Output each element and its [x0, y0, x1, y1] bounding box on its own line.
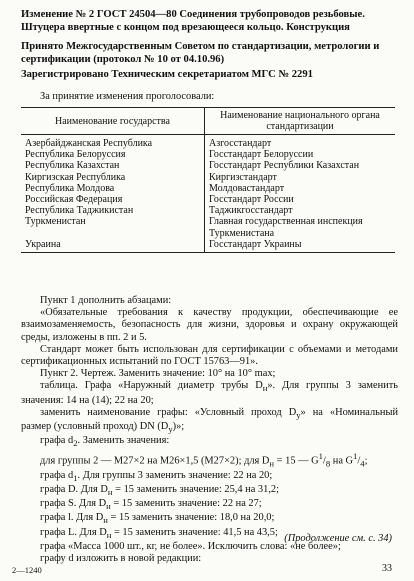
body-cell: Госстандарт Украины	[205, 239, 396, 253]
subscript: 8	[325, 458, 331, 469]
paragraph	[21, 435, 398, 449]
subscript: н	[106, 529, 112, 540]
body-cell: Госстандарт Белоруссии	[209, 149, 314, 161]
subscript: н	[269, 458, 275, 469]
body-cell: Госстандарт России	[209, 194, 294, 206]
table-row	[21, 135, 395, 150]
text-run: /	[357, 455, 361, 467]
text-run: для группы 2 — M27×2 на M26×1,5 (M27×2); для D	[40, 455, 270, 467]
text-run: графа d	[40, 469, 74, 481]
state-cell: Республика Таджикистан	[21, 205, 205, 216]
text-run: графу d	[40, 553, 74, 565]
paragraph: Пункт 2. Чертеж. Заменить значение: 10° на 10° max;	[40, 368, 276, 380]
table-row	[21, 149, 395, 160]
paragraph	[21, 553, 398, 565]
superscript: 1	[318, 450, 323, 461]
table-row	[21, 205, 395, 216]
paragraph	[21, 498, 398, 512]
table-row	[21, 194, 395, 205]
state-cell: Киргизская Республика	[21, 172, 205, 183]
superscript: 1	[353, 450, 358, 461]
subscript: н	[106, 501, 111, 512]
text-run: )»;	[172, 421, 185, 433]
text-run: = 15 заменить значение: 18,0 на 20,0;	[107, 512, 275, 524]
text-run: графа l. Для D	[40, 512, 104, 524]
state-cell: Украина	[21, 239, 205, 253]
paragraph	[21, 484, 398, 498]
text-run: = 15 заменить значение: 41,5 на 43,5;	[111, 526, 278, 538]
table-row	[21, 172, 395, 183]
text-run: ». Для группы 3 заменить значения: 14 на (14); 22 на 20;	[21, 380, 399, 406]
accepted-note: Принято Межгосударственным Советом по стандартизации, метрологии и сертификации (протокол № 10 от 04.10.96)	[21, 41, 380, 65]
paragraph: графа «Масса 1000 шт., кг, не более». Исключить слова: «не более»;	[40, 540, 341, 552]
text-run: ;	[364, 455, 368, 467]
text-run: » на «Номинальный размер (условный проход) DN (D	[21, 406, 399, 433]
table-row	[21, 160, 395, 171]
state-cell: Республика Белоруссия	[21, 149, 205, 160]
paragraph	[21, 450, 398, 470]
subscript: 4	[360, 458, 365, 469]
subscript: у	[168, 424, 173, 435]
subscript: 2	[73, 438, 78, 449]
continuation-note: (Продолжение см. с. 34)	[284, 533, 392, 544]
state-cell: Российская Федерация	[21, 194, 205, 205]
vote-intro: За принятие изменения проголосовали:	[40, 91, 215, 102]
text-run: = 15 — G	[274, 455, 319, 467]
body-cell: Киргизстандарт	[209, 171, 277, 183]
subscript: у	[296, 409, 301, 420]
table-row	[21, 239, 395, 253]
state-cell: Республика Молдова	[21, 183, 205, 194]
paragraph: Стандарт может быть использован для сертификации с объемами и методами сертификационных испытаний по ГОСТ 15763—91».	[21, 343, 398, 368]
paragraph: «Обязательные требования к качеству продукции, обеспечивающие ее взаимозаменяемость, безопасность для жизни, здоровья и охрану окружающей среды, изложены в пп. 2 и 5.	[21, 307, 398, 343]
registered-note: Зарегистрировано Техническим секретариатом МГС № 2291	[21, 69, 313, 80]
paragraph: Пункт 1 дополнить абзацами:	[40, 295, 172, 306]
text-run: графа S. Для D	[40, 498, 107, 510]
text-run: на G	[330, 455, 354, 467]
body-cell: Азгосстандарт	[209, 138, 272, 149]
col-state-header: Наименование государства	[21, 108, 205, 135]
body-cell: Главная государственная инспекция Туркменистана	[209, 216, 363, 239]
voting-table	[21, 107, 395, 253]
col-body-header: Наименование национального органа стандартизации	[205, 108, 396, 135]
page-number: 33	[382, 563, 392, 574]
text-run: изложить в новой редакции:	[73, 553, 202, 565]
amendment-text	[21, 295, 398, 565]
table-row	[21, 216, 395, 238]
table-header-row	[21, 108, 395, 135]
paragraph	[21, 512, 398, 526]
subscript: 1	[73, 472, 78, 483]
text-run: графа D. Для D	[40, 483, 108, 495]
text-run: таблица. Графа «Наружный диаметр трубы D	[40, 380, 263, 392]
text-run: графа L. Для D	[40, 526, 107, 538]
text-run: заменить наименование графы: «Условный проход D	[40, 406, 297, 418]
text-run: = 15 заменить значение: 25,4 на 31,2;	[112, 483, 279, 495]
body-cell: Молдовастандарт	[209, 182, 285, 194]
table-row	[21, 183, 395, 194]
body-cell: Госстандарт Республики Казахстан	[209, 160, 360, 172]
subscript: н	[103, 515, 108, 526]
text-run: . Заменить значения:	[77, 435, 170, 447]
paragraph	[21, 470, 398, 484]
print-code: 2—1240	[12, 565, 42, 575]
paragraph	[21, 380, 398, 406]
subscript: н	[107, 486, 113, 497]
text-run: . Для группы 3 заменить значение: 22 на 20;	[77, 469, 273, 481]
change-title: Изменение № 2 ГОСТ 24504—80 Соединения трубопроводов резьбовые. Штуцера ввертные с концом под врезающееся кольцо. Конструкция	[21, 9, 365, 33]
text-run: /	[322, 455, 326, 467]
state-cell: Республика Казахстан	[21, 160, 205, 171]
body-cell: Таджикгосстандарт	[209, 205, 293, 217]
paragraph	[21, 407, 398, 436]
state-cell: Туркменистан	[21, 216, 205, 238]
subscript: н	[262, 383, 268, 394]
text-run: графа d	[40, 435, 74, 447]
state-cell: Азербайджанская Республика	[21, 135, 205, 150]
text-run: = 15 заменить значение: 22 на 27;	[110, 498, 262, 510]
